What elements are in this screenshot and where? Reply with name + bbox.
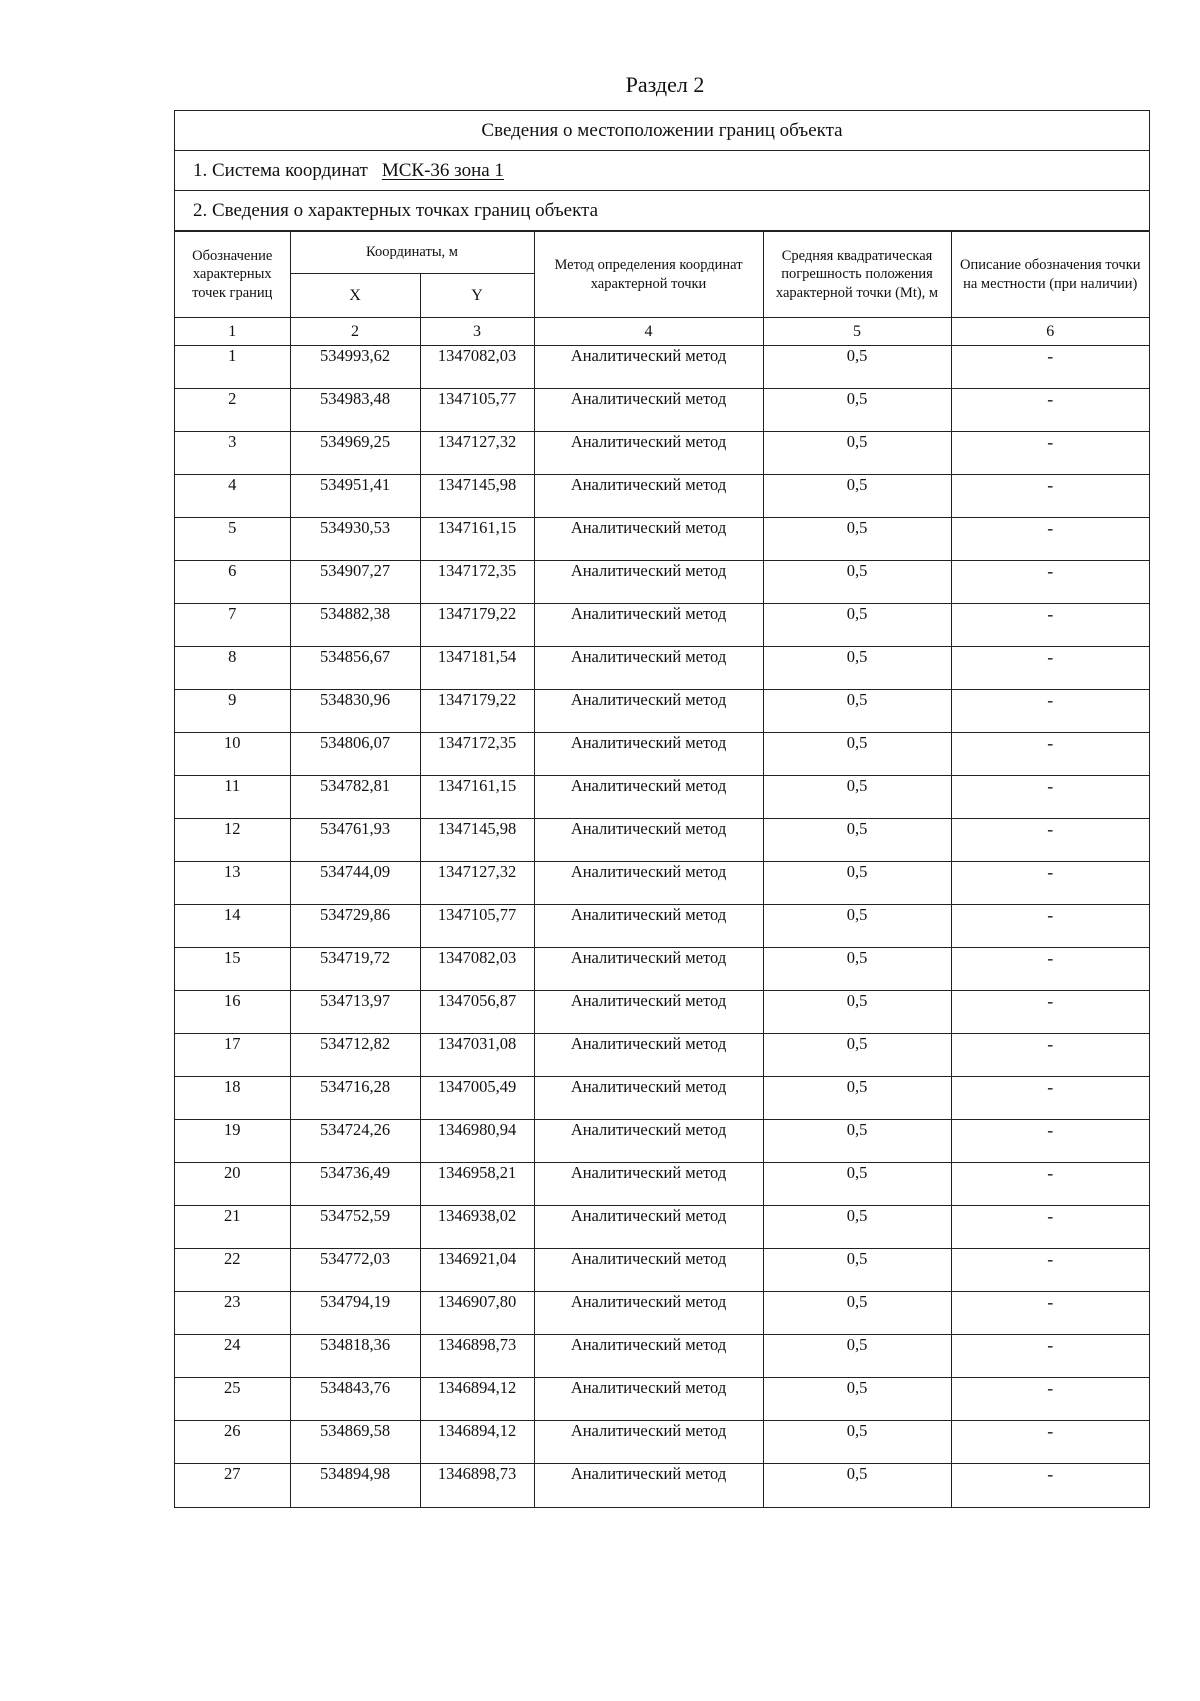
table-row [175, 1077, 1149, 1120]
table-row [175, 1335, 1149, 1378]
table-row [175, 776, 1149, 819]
method-cell: Аналитический метод [534, 819, 763, 862]
error-cell: 0,5 [763, 1034, 951, 1077]
coordinate-y-cell: 1347031,08 [420, 1034, 534, 1077]
method-cell: Аналитический метод [534, 1206, 763, 1249]
description-cell: - [951, 948, 1149, 991]
coordinate-x-cell: 534969,25 [290, 432, 420, 475]
method-cell: Аналитический метод [534, 1378, 763, 1421]
column-number: 2 [290, 318, 420, 346]
table-row [175, 1378, 1149, 1421]
coordinate-y-cell: 1347082,03 [420, 948, 534, 991]
error-cell: 0,5 [763, 475, 951, 518]
point-number-cell: 27 [175, 1464, 290, 1507]
coordinate-y-cell: 1346980,94 [420, 1120, 534, 1163]
error-cell: 0,5 [763, 733, 951, 776]
method-cell: Аналитический метод [534, 346, 763, 389]
coordinate-y-cell: 1347161,15 [420, 776, 534, 819]
error-cell: 0,5 [763, 819, 951, 862]
coordinate-y-cell: 1347127,32 [420, 432, 534, 475]
description-cell: - [951, 346, 1149, 389]
points-section-title [175, 191, 1149, 231]
error-cell: 0,5 [763, 1378, 951, 1421]
coordinate-system-value: МСК-36 зона 1 [381, 159, 504, 181]
error-cell: 0,5 [763, 647, 951, 690]
point-number-cell: 10 [175, 733, 290, 776]
description-cell: - [951, 1034, 1149, 1077]
method-cell: Аналитический метод [534, 991, 763, 1034]
point-number-cell: 18 [175, 1077, 290, 1120]
coordinate-y-cell: 1346894,12 [420, 1378, 534, 1421]
table-body [175, 232, 1149, 1507]
coordinate-x-cell: 534761,93 [290, 819, 420, 862]
description-cell: - [951, 1292, 1149, 1335]
header-row-top [175, 232, 1149, 274]
description-cell: - [951, 1335, 1149, 1378]
point-number-cell: 8 [175, 647, 290, 690]
point-number-cell: 21 [175, 1206, 290, 1249]
coordinate-x-cell: 534716,28 [290, 1077, 420, 1120]
description-cell: - [951, 1378, 1149, 1421]
coordinate-y-cell: 1347179,22 [420, 690, 534, 733]
table-row [175, 1034, 1149, 1077]
table-row [175, 647, 1149, 690]
coordinate-x-cell: 534907,27 [290, 561, 420, 604]
table-row [175, 862, 1149, 905]
table-row [175, 604, 1149, 647]
coordinate-y-cell: 1346894,12 [420, 1421, 534, 1464]
error-cell: 0,5 [763, 690, 951, 733]
method-cell: Аналитический метод [534, 905, 763, 948]
coordinate-y-cell: 1347179,22 [420, 604, 534, 647]
point-number-cell: 2 [175, 389, 290, 432]
description-cell: - [951, 1249, 1149, 1292]
coordinate-x-cell: 534951,41 [290, 475, 420, 518]
header-description: Описание обозначения точки на местности (при наличии) [951, 232, 1149, 318]
point-number-cell: 4 [175, 475, 290, 518]
table-row [175, 346, 1149, 389]
coordinate-x-cell: 534983,48 [290, 389, 420, 432]
coordinate-y-cell: 1347082,03 [420, 346, 534, 389]
error-cell: 0,5 [763, 1120, 951, 1163]
coordinate-y-cell: 1347161,15 [420, 518, 534, 561]
boundary-points-table [175, 231, 1149, 1507]
coordinate-y-cell: 1346907,80 [420, 1292, 534, 1335]
table-row [175, 561, 1149, 604]
point-number-cell: 1 [175, 346, 290, 389]
point-number-cell: 14 [175, 905, 290, 948]
coordinate-x-cell: 534794,19 [290, 1292, 420, 1335]
description-cell: - [951, 862, 1149, 905]
method-cell: Аналитический метод [534, 518, 763, 561]
description-cell: - [951, 733, 1149, 776]
column-number: 5 [763, 318, 951, 346]
coordinate-y-cell: 1346898,73 [420, 1335, 534, 1378]
coordinate-x-cell: 534818,36 [290, 1335, 420, 1378]
coordinate-x-cell: 534869,58 [290, 1421, 420, 1464]
description-cell: - [951, 1421, 1149, 1464]
error-cell: 0,5 [763, 518, 951, 561]
point-number-cell: 9 [175, 690, 290, 733]
header-designation: Обозначение характерных точек границ [175, 232, 290, 318]
coordinate-y-cell: 1347127,32 [420, 862, 534, 905]
boundary-info-frame [174, 110, 1150, 1508]
coordinate-x-cell: 534930,53 [290, 518, 420, 561]
section-title: Раздел 2 [625, 72, 705, 97]
coordinate-system-line [175, 151, 1149, 191]
method-cell: Аналитический метод [534, 647, 763, 690]
coordinate-system-label: 1. Система координат [193, 159, 368, 181]
point-number-cell: 11 [175, 776, 290, 819]
method-cell: Аналитический метод [534, 1163, 763, 1206]
method-cell: Аналитический метод [534, 1335, 763, 1378]
description-cell: - [951, 389, 1149, 432]
table-row [175, 819, 1149, 862]
error-cell: 0,5 [763, 346, 951, 389]
points-section-title-text: 2. Сведения о характерных точках границ объекта [193, 199, 599, 221]
coordinate-x-cell: 534894,98 [290, 1464, 420, 1507]
coordinate-y-cell: 1347145,98 [420, 475, 534, 518]
method-cell: Аналитический метод [534, 690, 763, 733]
description-cell: - [951, 819, 1149, 862]
coordinate-x-cell: 534713,97 [290, 991, 420, 1034]
table-row [175, 1120, 1149, 1163]
point-number-cell: 23 [175, 1292, 290, 1335]
error-cell: 0,5 [763, 1206, 951, 1249]
column-number: 1 [175, 318, 290, 346]
coordinate-x-cell: 534882,38 [290, 604, 420, 647]
table-row [175, 991, 1149, 1034]
table-row [175, 690, 1149, 733]
table-row [175, 389, 1149, 432]
coordinate-y-cell: 1347172,35 [420, 733, 534, 776]
coordinate-x-cell: 534729,86 [290, 905, 420, 948]
table-row [175, 475, 1149, 518]
header-x: X [290, 274, 420, 318]
method-cell: Аналитический метод [534, 561, 763, 604]
point-number-cell: 5 [175, 518, 290, 561]
coordinate-y-cell: 1346938,02 [420, 1206, 534, 1249]
coordinate-x-cell: 534752,59 [290, 1206, 420, 1249]
method-cell: Аналитический метод [534, 1292, 763, 1335]
block-title-text: Сведения о местоположении границ объекта [481, 119, 843, 141]
point-number-cell: 24 [175, 1335, 290, 1378]
method-cell: Аналитический метод [534, 733, 763, 776]
method-cell: Аналитический метод [534, 1464, 763, 1507]
description-cell: - [951, 776, 1149, 819]
header-error: Средняя квадратическая погрешность положения характерной точки (Mt), м [763, 232, 951, 318]
error-cell: 0,5 [763, 905, 951, 948]
header-coordinates: Координаты, м [290, 232, 534, 274]
description-cell: - [951, 1464, 1149, 1507]
coordinate-x-cell: 534772,03 [290, 1249, 420, 1292]
table-row [175, 1163, 1149, 1206]
table-row [175, 1249, 1149, 1292]
method-cell: Аналитический метод [534, 948, 763, 991]
coordinate-y-cell: 1346921,04 [420, 1249, 534, 1292]
point-number-cell: 13 [175, 862, 290, 905]
error-cell: 0,5 [763, 1163, 951, 1206]
description-cell: - [951, 432, 1149, 475]
error-cell: 0,5 [763, 991, 951, 1034]
error-cell: 0,5 [763, 776, 951, 819]
error-cell: 0,5 [763, 1335, 951, 1378]
method-cell: Аналитический метод [534, 604, 763, 647]
coordinate-x-cell: 534993,62 [290, 346, 420, 389]
block-title [175, 111, 1149, 151]
table-row [175, 1421, 1149, 1464]
description-cell: - [951, 475, 1149, 518]
method-cell: Аналитический метод [534, 1077, 763, 1120]
table-row [175, 733, 1149, 776]
method-cell: Аналитический метод [534, 475, 763, 518]
method-cell: Аналитический метод [534, 1034, 763, 1077]
error-cell: 0,5 [763, 389, 951, 432]
header-method: Метод определения координат характерной точки [534, 232, 763, 318]
coordinate-x-cell: 534856,67 [290, 647, 420, 690]
point-number-cell: 26 [175, 1421, 290, 1464]
coordinate-x-cell: 534843,76 [290, 1378, 420, 1421]
point-number-cell: 17 [175, 1034, 290, 1077]
error-cell: 0,5 [763, 604, 951, 647]
table-row [175, 948, 1149, 991]
column-number: 3 [420, 318, 534, 346]
column-number-row [175, 318, 1149, 346]
error-cell: 0,5 [763, 948, 951, 991]
description-cell: - [951, 905, 1149, 948]
coordinate-y-cell: 1347145,98 [420, 819, 534, 862]
error-cell: 0,5 [763, 432, 951, 475]
coordinate-x-cell: 534782,81 [290, 776, 420, 819]
table-row [175, 905, 1149, 948]
method-cell: Аналитический метод [534, 1120, 763, 1163]
description-cell: - [951, 991, 1149, 1034]
coordinate-x-cell: 534806,07 [290, 733, 420, 776]
point-number-cell: 15 [175, 948, 290, 991]
coordinate-x-cell: 534724,26 [290, 1120, 420, 1163]
description-cell: - [951, 1206, 1149, 1249]
description-cell: - [951, 1120, 1149, 1163]
coordinate-x-cell: 534736,49 [290, 1163, 420, 1206]
method-cell: Аналитический метод [534, 1421, 763, 1464]
table-row [175, 1206, 1149, 1249]
header-y: Y [420, 274, 534, 318]
table-row [175, 1292, 1149, 1335]
description-cell: - [951, 604, 1149, 647]
point-number-cell: 22 [175, 1249, 290, 1292]
point-number-cell: 16 [175, 991, 290, 1034]
error-cell: 0,5 [763, 862, 951, 905]
coordinate-x-cell: 534712,82 [290, 1034, 420, 1077]
point-number-cell: 6 [175, 561, 290, 604]
coordinate-y-cell: 1347181,54 [420, 647, 534, 690]
point-number-cell: 3 [175, 432, 290, 475]
point-number-cell: 25 [175, 1378, 290, 1421]
error-cell: 0,5 [763, 561, 951, 604]
point-number-cell: 19 [175, 1120, 290, 1163]
table-row [175, 432, 1149, 475]
point-number-cell: 12 [175, 819, 290, 862]
error-cell: 0,5 [763, 1421, 951, 1464]
method-cell: Аналитический метод [534, 1249, 763, 1292]
point-number-cell: 7 [175, 604, 290, 647]
method-cell: Аналитический метод [534, 432, 763, 475]
coordinate-x-cell: 534719,72 [290, 948, 420, 991]
method-cell: Аналитический метод [534, 862, 763, 905]
column-number: 4 [534, 318, 763, 346]
point-number-cell: 20 [175, 1163, 290, 1206]
coordinate-y-cell: 1347056,87 [420, 991, 534, 1034]
error-cell: 0,5 [763, 1249, 951, 1292]
coordinate-y-cell: 1347105,77 [420, 389, 534, 432]
coordinate-x-cell: 534830,96 [290, 690, 420, 733]
description-cell: - [951, 561, 1149, 604]
error-cell: 0,5 [763, 1292, 951, 1335]
column-number: 6 [951, 318, 1149, 346]
description-cell: - [951, 690, 1149, 733]
coordinate-y-cell: 1347005,49 [420, 1077, 534, 1120]
method-cell: Аналитический метод [534, 776, 763, 819]
table-row [175, 1464, 1149, 1507]
error-cell: 0,5 [763, 1464, 951, 1507]
method-cell: Аналитический метод [534, 389, 763, 432]
description-cell: - [951, 647, 1149, 690]
coordinate-y-cell: 1347172,35 [420, 561, 534, 604]
coordinate-x-cell: 534744,09 [290, 862, 420, 905]
coordinate-y-cell: 1346958,21 [420, 1163, 534, 1206]
table-row [175, 518, 1149, 561]
description-cell: - [951, 518, 1149, 561]
description-cell: - [951, 1163, 1149, 1206]
description-cell: - [951, 1077, 1149, 1120]
coordinate-y-cell: 1346898,73 [420, 1464, 534, 1507]
error-cell: 0,5 [763, 1077, 951, 1120]
coordinate-y-cell: 1347105,77 [420, 905, 534, 948]
